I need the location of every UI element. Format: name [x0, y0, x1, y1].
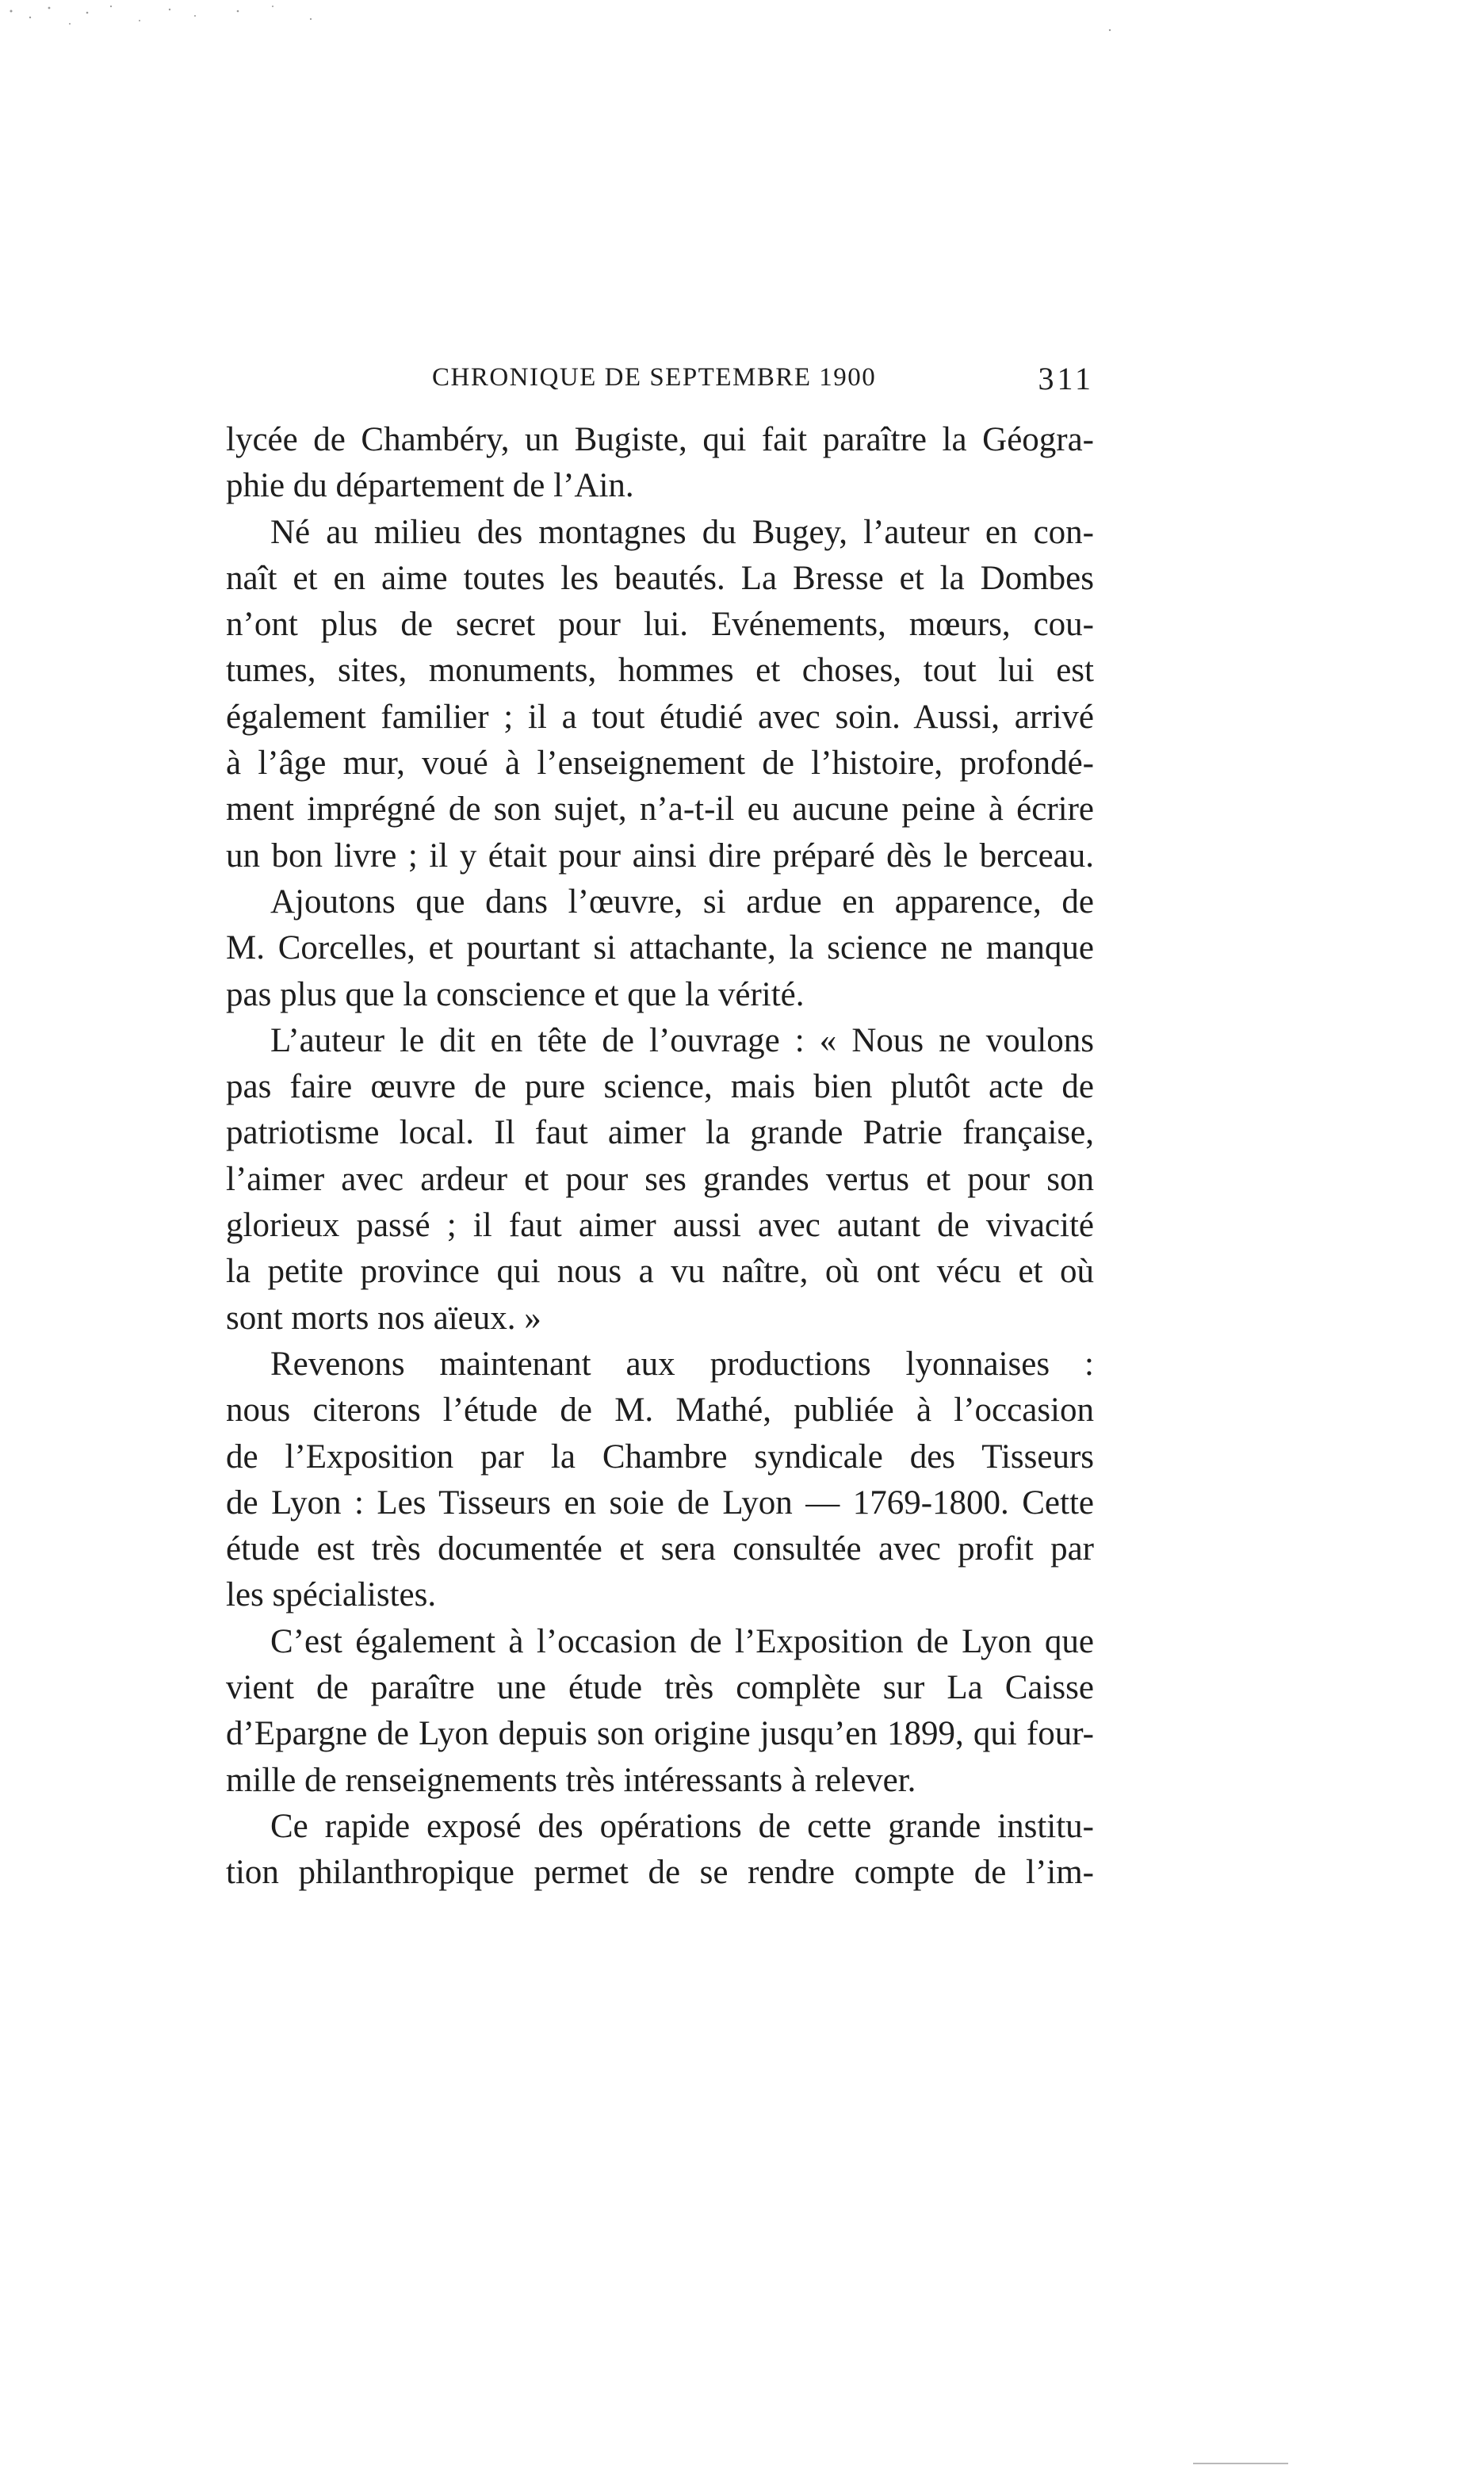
text-line: l’aimer avec ardeur et pour ses grandes vertus et pour son: [226, 1160, 1094, 1198]
text-line: tumes, sites, monuments, hommes et choses, tout lui est: [226, 652, 1094, 690]
text-line: mille de renseignements très intéressants à relever.: [226, 1761, 916, 1799]
text-line: d’Epargne de Lyon depuis son origine jusqu’en 1899, qui four-: [226, 1715, 1094, 1753]
text-line: tion philanthropique permet de se rendre compte de l’im-: [226, 1854, 1094, 1892]
text-line: M. Corcelles, et pourtant si attachante, la science ne manque: [226, 929, 1094, 967]
text-line: la petite province qui nous a vu naître, où ont vécu et où: [226, 1253, 1094, 1291]
text-line: à l’âge mur, voué à l’enseignement de l’histoire, profondé-: [226, 745, 1094, 783]
text-line: les spécialistes.: [226, 1576, 437, 1614]
text-line: Ce rapide exposé des opérations de cette grande institu-: [270, 1807, 1094, 1845]
page-number: 311: [1038, 361, 1094, 396]
text-line: glorieux passé ; il faut aimer aussi avec autant de vivacité: [226, 1207, 1094, 1245]
text-line: L’auteur le dit en tête de l’ouvrage : « Nous ne voulons: [270, 1021, 1094, 1059]
scan-specks: [0, 0, 1484, 79]
body-text: [226, 417, 1094, 1897]
text-line: C’est également à l’occasion de l’Exposition de Lyon que: [270, 1622, 1094, 1660]
running-title: CHRONIQUE DE SEPTEMBRE 1900: [432, 363, 877, 392]
text-line: nous citerons l’étude de M. Mathé, publiée à l’occasion: [226, 1392, 1094, 1430]
text-line: phie du département de l’Ain.: [226, 467, 634, 505]
text-line: un bon livre ; il y était pour ainsi dire préparé dès le berceau.: [226, 836, 1094, 875]
text-line: pas faire œuvre de pure science, mais bien plutôt acte de: [226, 1068, 1094, 1106]
text-line: naît et en aime toutes les beautés. La Bresse et la Dombes: [226, 559, 1094, 597]
text-line: lycée de Chambéry, un Bugiste, qui fait paraître la Géogra-: [226, 421, 1094, 458]
text-line: Revenons maintenant aux productions lyonnaises :: [270, 1345, 1094, 1383]
text-line: de l’Exposition par la Chambre syndicale des Tisseurs: [226, 1437, 1094, 1476]
running-head: [226, 355, 1094, 403]
text-line: ment imprégné de son sujet, n’a-t-il eu aucune peine à écrire: [226, 791, 1094, 829]
text-line: vient de paraître une étude très complète sur La Caisse: [226, 1669, 1094, 1707]
text-line: Ajoutons que dans l’œuvre, si ardue en apparence, de: [270, 882, 1094, 921]
scan-edge-rule: [1193, 2463, 1288, 2464]
text-line: n’ont plus de secret pour lui. Evénements, mœurs, cou-: [226, 606, 1094, 644]
text-line: pas plus que la conscience et que la vérité.: [226, 975, 805, 1013]
text-line: patriotisme local. Il faut aimer la grande Patrie française,: [226, 1114, 1094, 1152]
text-line: étude est très documentée et sera consultée avec profit par: [226, 1530, 1094, 1568]
text-line: Né au milieu des montagnes du Bugey, l’auteur en con-: [270, 513, 1094, 551]
text-line: également familier ; il a tout étudié avec soin. Aussi, arrivé: [226, 698, 1094, 736]
text-line: sont morts nos aïeux. »: [226, 1299, 541, 1337]
text-line: de Lyon : Les Tisseurs en soie de Lyon — 1769-1800. Cette: [226, 1483, 1094, 1522]
